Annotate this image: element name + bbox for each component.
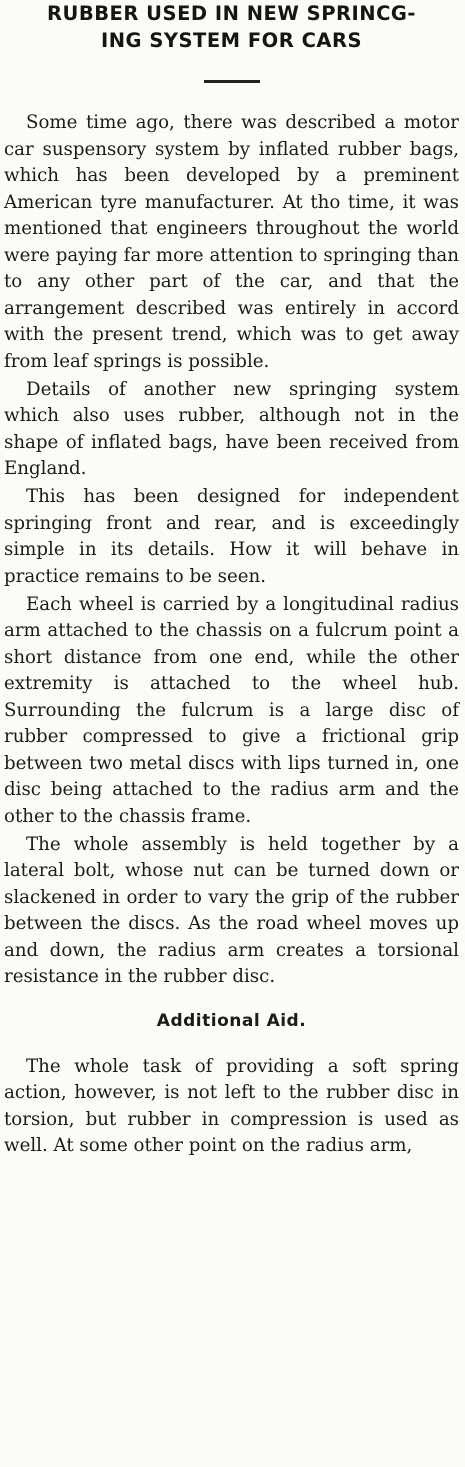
article-body <box>4 110 459 991</box>
paragraph: The whole assembly is held together by a lateral bolt, whose nut can be turned down or slackened in order to vary the grip of the rubber between the discs. As the road wheel moves up and down, the radius arm creates a torsional resistance in the rubber disc. <box>4 833 459 987</box>
paragraph: This has been designed for independent springing front and rear, and is exceedingly simple in its details. How it will behave in practice remains to be seen. <box>4 486 459 587</box>
paragraph: Some time ago, there was described a motor car suspensory system by inflated rubber bags, which has been developed by a preminent American tyre manufacturer. At tho time, it was mentioned that engineers throughout the world were paying far more attention to springing than to any other part of the car, and that the arrangement described was entirely in accord with the present trend, which was to get away from leaf springs is possible. <box>4 112 459 372</box>
section-subheading: Additional Aid. <box>156 1010 307 1031</box>
headline-divider <box>204 80 260 83</box>
article-headline <box>4 0 459 54</box>
paragraph: The whole task of providing a soft spring action, however, is not left to the rubber disc in torsion, but rubber in compression is used as well. At some other point on the radius arm, <box>4 1055 459 1156</box>
article-body-continued <box>4 1054 459 1160</box>
headline-line-2: ING SYSTEM FOR CARS <box>100 29 363 52</box>
paragraph: Details of another new springing system which also uses rubber, although not in the shape of inflated bags, have been received from England. <box>4 378 459 479</box>
paragraph: Each wheel is carried by a longitudinal radius arm attached to the chassis on a fulcrum point a short distance from one end, while the other extremity is attached to the wheel hub. Surrounding the fulcrum is a large disc of rubber compressed to give a frictional grip between two metal discs with lips turned in, one disc being attached to the radius arm and the other to the chassis frame. <box>4 593 459 827</box>
headline-line-1: RUBBER USED IN NEW SPRINCG- <box>46 2 416 25</box>
